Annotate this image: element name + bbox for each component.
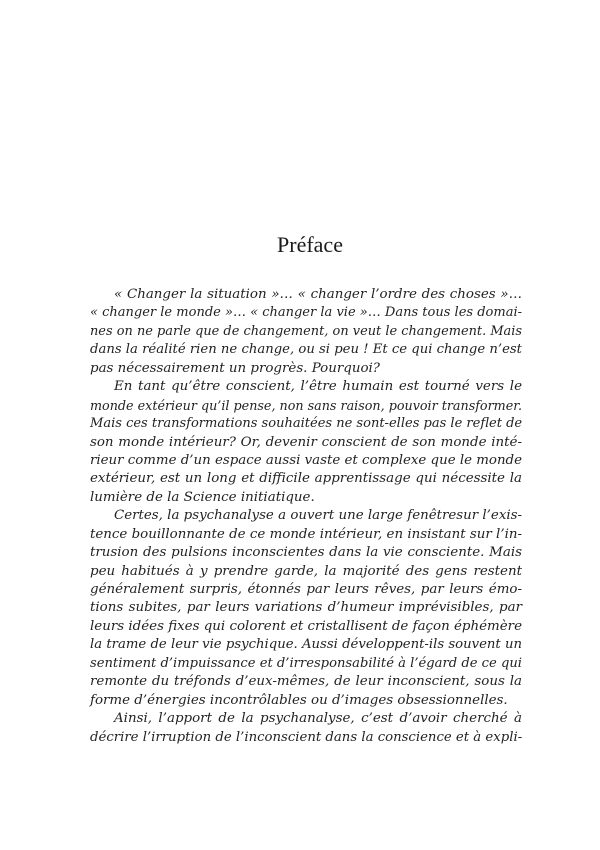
text-line: « Changer la situation »… « changer l’ordre des choses »… [114,287,522,302]
text-line: lumière de la Science initiatique. [90,489,315,505]
text-line: leurs idées fixes qui colorent et cristallisent de façon éphémère [90,618,522,634]
text-line: Mais ces transformations souhaitées ne sont-elles pas le reflet de [90,416,523,432]
text-line: dans la réalité rien ne change, ou si peu ! Et ce qui change n’est [90,342,522,358]
paragraph [90,507,522,710]
text-line: son monde intérieur? Or, devenir conscient de son monde inté- [90,434,522,450]
text-line: décrire l’irruption de l’inconscient dans la conscience et à expli- [90,729,523,745]
text-line: remonte du tréfonds d’eux-mêmes, de leur inconscient, sous la [90,674,522,690]
text-line: En tant qu’être conscient, l’être humain est tourné vers le [114,379,522,395]
text-line: tions subites, par leurs variations d’humeur imprévisibles, par [90,600,522,616]
text-line: nes on ne parle que de changement, on veut le changement. Mais [90,323,522,339]
text-line: « changer le monde »… « changer la vie »… Dans tous les domai- [90,305,522,321]
body-text [90,286,522,747]
text-line: extérieur, est un long et difficile apprentissage qui nécessite la [90,471,522,487]
text-line: tence bouillonnante de ce monde intérieur, en insistant sur l’in- [90,526,522,542]
paragraph [90,378,522,507]
text-line: peu habitués à y prendre garde, la majorité des gens restent [90,563,522,579]
page-title: Préface [277,232,343,257]
paragraph [90,710,522,747]
text-line: généralement surpris, étonnés par leurs rêves, par leurs émo- [90,582,522,597]
paragraph [90,286,522,378]
text-line: forme d’énergies incontrôlables ou d’images obsessionnelles. [90,692,508,708]
text-line: la trame de leur vie psychique. Aussi développent-ils souvent un [90,637,522,653]
text-line: Certes, la psychanalyse a ouvert une large fenêtresur l’exis- [114,508,522,524]
text-line: monde extérieur qu’il pense, non sans raison, pouvoir transformer. [90,397,522,413]
text-line: trusion des pulsions inconscientes dans la vie consciente. Mais [90,545,522,561]
text-line: sentiment d’impuissance et d’irresponsabilité à l’égard de ce qui [90,655,522,671]
text-line: pas nécessairement un progrès. Pourquoi? [90,360,380,376]
text-line: rieur comme d’un espace aussi vaste et complexe que le monde [90,452,522,468]
text-line: Ainsi, l’apport de la psychanalyse, c’est d’avoir cherché à [114,711,522,727]
